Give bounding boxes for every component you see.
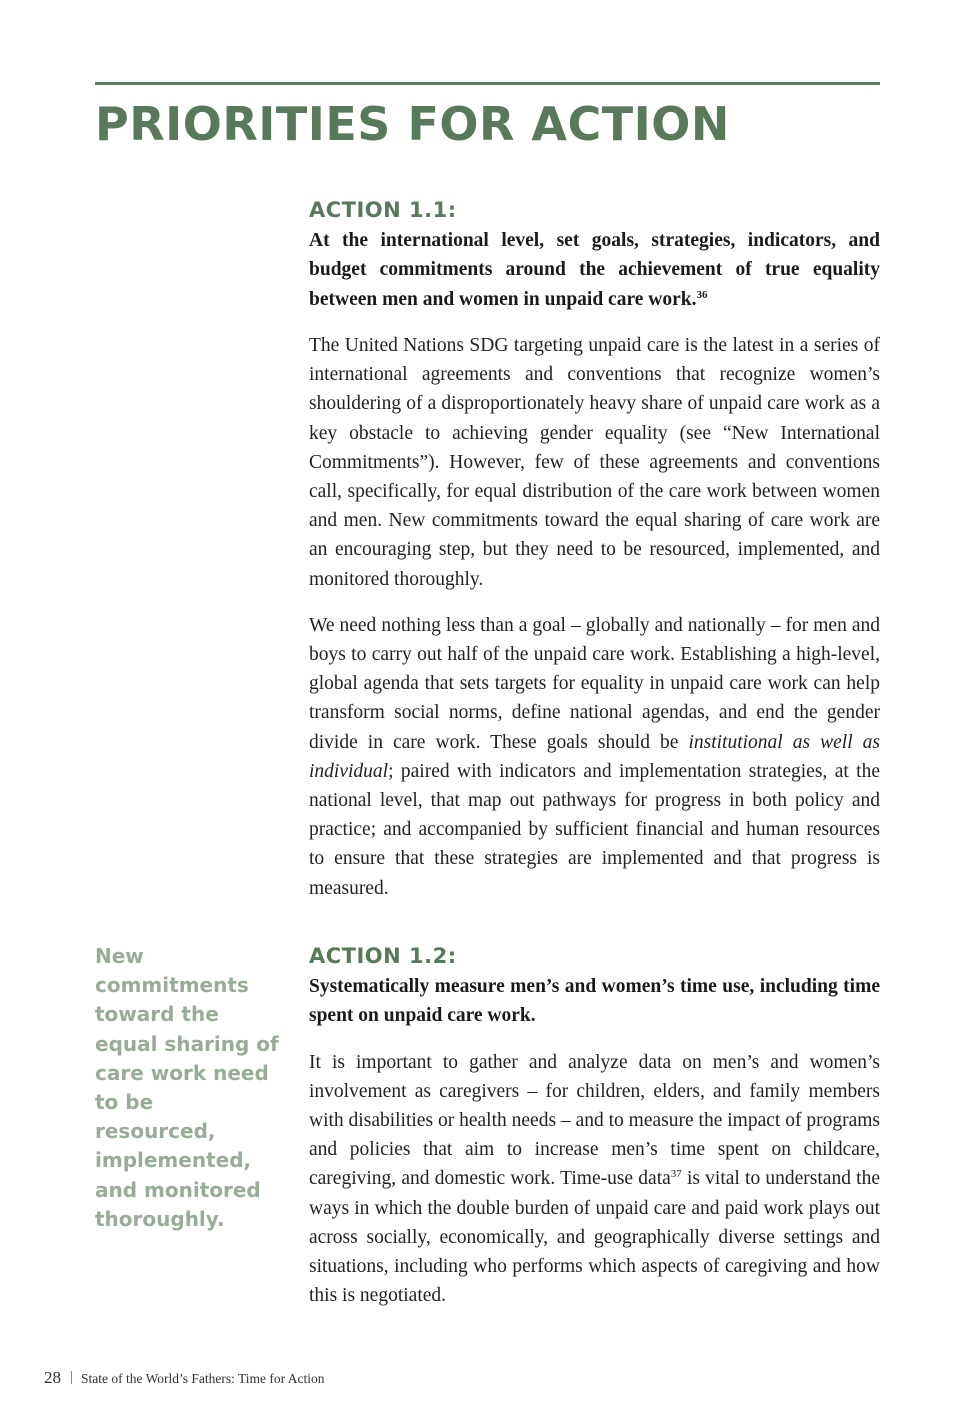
paragraph-2-emphasis: institutional as well as individual [309, 731, 880, 782]
action-1-1-section [309, 196, 880, 903]
action-1-2-heading: ACTION 1.2: [309, 944, 457, 968]
action-1-1-lead-text: At the international level, set goals, strategies, indicators, and budget commitments around the achievement of true equality between men and women in unpaid care work. [309, 230, 880, 310]
footnote-37: 37 [670, 1168, 682, 1181]
publication-title: State of the World’s Fathers: Time for Action [81, 1371, 325, 1386]
action-1-2-section [309, 942, 880, 1310]
footer-divider [71, 1371, 72, 1384]
action-1-1-paragraph-2 [309, 611, 880, 903]
paragraph-2-text-end: ; paired with indicators and implementation strategies, at the national level, that map out pathways for progress in both policy and practice; and accompanied by sufficient financial and human resources to ensure that these strategies are implemented and that progress is measured. [309, 760, 880, 899]
action-1-1-heading: ACTION 1.1: [309, 198, 457, 222]
page-footer [44, 1368, 325, 1388]
page-title: PRIORITIES FOR ACTION [95, 97, 730, 151]
action-1-1-paragraph-1: The United Nations SDG targeting unpaid care is the latest in a series of international agreements and conventions that recognize women’s shouldering of a disproportionately heavy share of unpaid care work as a key obstacle to achieving gender equality (see “New International Commitments”). However, few of these agreements and conventions call, specifically, for equal distribution of the care work between women and men. New commitments toward the equal sharing of care work are an encouraging step, but they need to be resourced, implemented, and monitored thoroughly. [309, 334, 880, 590]
action-1-2-text-end: is vital to understand the ways in which the double burden of unpaid care and paid work plays out across socially, economically, and geographically diverse settings and situations, including who performs which aspects of caregiving and how this is negotiated. [309, 1168, 880, 1307]
top-rule [95, 82, 880, 85]
action-1-2-text-start: It is important to gather and analyze data on men’s and women’s involvement as caregivers – for children, elders, and family members with disabilities or health needs – and to measure the impact of programs and policies that aim to increase men’s time spent on childcare, caregiving, and domestic work. Time-use data [309, 1051, 880, 1190]
pull-quote: New commitments toward the equal sharing of care work need to be resourced, implemented, and monitored thoroughly. [95, 944, 279, 1231]
page-number: 28 [44, 1368, 61, 1387]
paragraph-2-text-start: We need nothing less than a goal – globally and nationally – for men and boys to carry out half of the unpaid care work. Establishing a high-level, global agenda that sets targets for equality in unpaid care work can help transform social norms, define national agendas, and end the gender divide in care work. These goals should be [309, 614, 880, 753]
action-1-2-paragraph-1 [309, 1048, 880, 1311]
action-1-1-lead [309, 226, 880, 314]
action-1-2-lead: Systematically measure men’s and women’s time use, including time spent on unpaid care work. [309, 976, 880, 1027]
footnote-36: 36 [696, 288, 708, 301]
